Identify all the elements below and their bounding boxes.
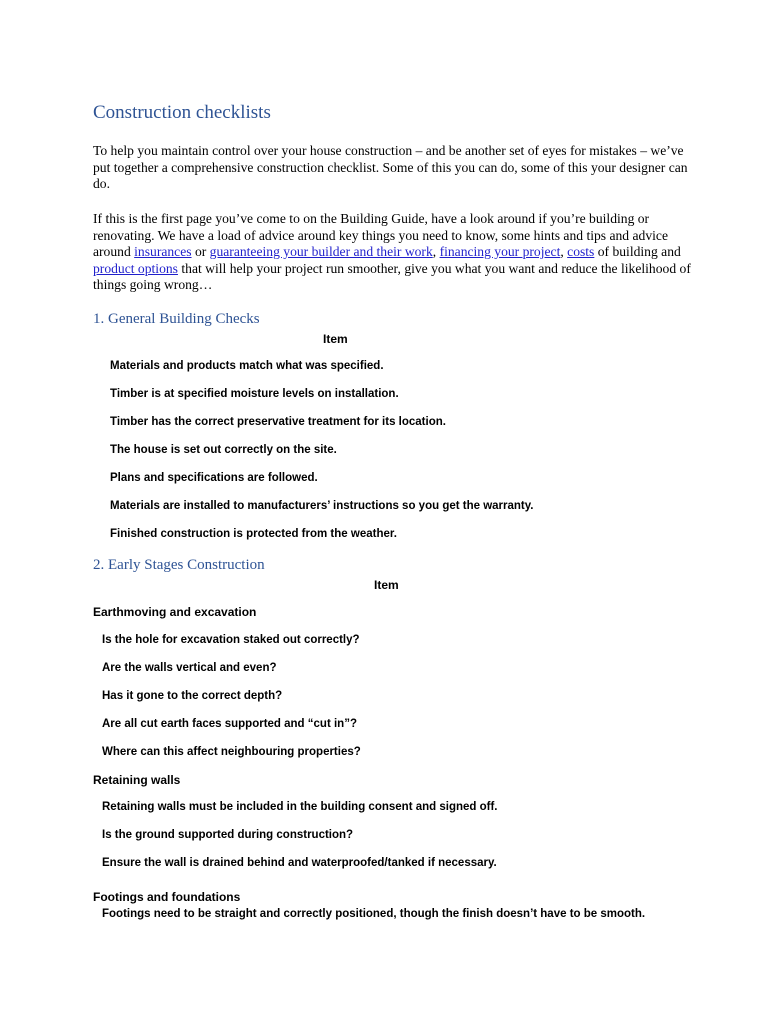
checklist-item: Ensure the wall is drained behind and waterproofed/tanked if necessary. [102,857,497,869]
intro-text: , [432,244,440,259]
checklist-item: Is the ground supported during construction? [102,829,354,841]
group-title-earthmoving: Earthmoving and excavation [93,605,257,619]
section-1-column-header: Item [323,332,348,346]
costs-link[interactable]: costs [567,244,595,259]
checklist-item: Retaining walls must be included in the building consent and signed off. [102,801,498,813]
page-title: Construction checklists [93,102,271,123]
intro-paragraph-2 [93,211,693,294]
checklist-item: Has it gone to the correct depth? [102,690,283,702]
product-options-link[interactable]: product options [93,260,178,276]
group-title-retaining-walls: Retaining walls [93,773,181,787]
financing-link[interactable]: financing your project [439,244,561,259]
intro-text: or [191,244,210,259]
intro-text: , [560,244,568,259]
group-title-footings: Footings and foundations [93,890,241,904]
checklist-item: Timber has the correct preservative treatment for its location. [110,416,446,428]
checklist-item: Materials are installed to manufacturers’ instructions so you get the warranty. [110,500,534,512]
checklist-item: Is the hole for excavation staked out correctly? [102,634,360,646]
guarantee-builder-link[interactable]: guaranteeing your builder and their work [209,244,433,259]
checklist-item: Are all cut earth faces supported and “cut in”? [102,718,357,730]
checklist-item: Footings need to be straight and correctly positioned, though the finish doesn’t have to be smooth. [102,908,646,920]
section-1-heading: 1. General Building Checks [93,311,260,327]
checklist-item: Finished construction is protected from the weather. [110,528,397,540]
intro-text: of building and [594,244,681,259]
section-2-heading: 2. Early Stages Construction [93,557,265,573]
insurances-link[interactable]: insurances [134,244,192,259]
intro-paragraph-1: To help you maintain control over your house construction – and be another set of eyes for mistakes – we’ve put together a comprehensive construction checklist. Some of this you can do, some of this your designer can do. [93,143,688,191]
section-2-column-header: Item [374,578,399,592]
intro-text: If this is the first page you’ve come to on the Building Guide, have a look around if you’re building or renovating. We have a load of advice around key things you need to know, some hints and tips and advice around [93,211,668,259]
intro-text: that will help your project run smoother, give you what you want and reduce the likelihood of things going wrong… [93,260,691,292]
checklist-item: Timber is at specified moisture levels on installation. [110,388,399,400]
checklist-item: The house is set out correctly on the site. [110,444,337,456]
checklist-item: Where can this affect neighbouring properties? [102,746,361,758]
checklist-item: Are the walls vertical and even? [102,662,277,674]
checklist-item: Plans and specifications are followed. [110,472,318,484]
checklist-item: Materials and products match what was specified. [110,360,384,372]
